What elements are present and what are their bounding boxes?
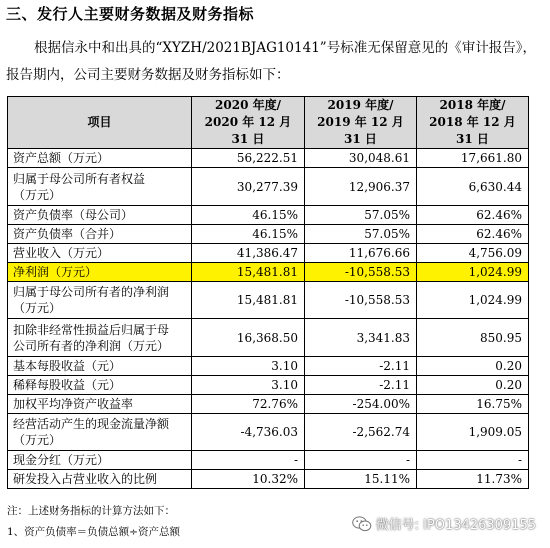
table-row [8,149,529,168]
col-header-2019: 2019 年度/ 2019 年 12 月 31 日 [305,97,417,149]
row-value-2019: - [305,451,417,470]
row-label: 扣除非经常性损益后归属于母 公司所有者的净利润（万元） [8,319,192,357]
table-row [8,376,529,395]
row-value-2020: 72.76% [192,395,305,414]
row-value-2018: 11.73% [417,470,529,489]
row-value-2018: 1,024.99 [417,263,529,282]
table-row [8,451,529,470]
table-header-row [8,97,529,149]
row-value-2020: 15,481.81 [192,263,305,282]
table-row [8,282,529,319]
col-header-2018: 2018 年度/ 2018 年 12 月 31 日 [417,97,529,149]
row-value-2018: 0.20 [417,376,529,395]
col-header-item: 项目 [8,97,192,149]
row-value-2020: 30,277.39 [192,168,305,206]
row-value-2019: -10,558.53 [305,263,417,282]
row-value-2020: 16,368.50 [192,319,305,357]
intro-paragraph: 根据信永中和出具的“XYZH/2021BJAG10141”号标准无保留意见的《审计报告》， [34,40,536,56]
row-value-2019: 57.05% [305,225,417,244]
row-value-2019: -2,562.74 [305,414,417,451]
table-row [8,206,529,225]
row-value-2020: -4,736.03 [192,414,305,451]
row-value-2018: 1,909.05 [417,414,529,451]
row-label: 资产负债率（合并） [8,225,192,244]
row-value-2020: 3.10 [192,357,305,376]
wechat-icon [352,516,372,532]
row-label: 资产负债率（母公司） [8,206,192,225]
footnote-item-1: 1、资产负债率＝负债总额÷资产总额 [7,526,180,538]
row-value-2019: 11,676.66 [305,244,417,263]
row-value-2020: 46.15% [192,206,305,225]
row-label: 研发投入占营业收入的比例 [8,470,192,489]
table-row [8,319,529,357]
col-header-2020: 2020 年度/ 2020 年 12 月 31 日 [192,97,305,149]
intro-paragraph-2: 报告期内，公司主要财务数据及财务指标如下： [6,67,290,83]
row-value-2019: -10,558.53 [305,282,417,319]
row-value-2018: 16.75% [417,395,529,414]
row-value-2020: 41,386.47 [192,244,305,263]
table-row [8,263,529,282]
table-row [8,470,529,489]
row-value-2020: 15,481.81 [192,282,305,319]
row-label: 营业收入（万元） [8,244,192,263]
row-value-2019: -254.00% [305,395,417,414]
table-row [8,395,529,414]
financial-data-table [7,96,529,489]
row-value-2018: 0.20 [417,357,529,376]
row-value-2018: 62.46% [417,206,529,225]
row-value-2018: 62.46% [417,225,529,244]
row-value-2018: 1,024.99 [417,282,529,319]
row-label: 基本每股收益（元） [8,357,192,376]
row-value-2018: 17,661.80 [417,149,529,168]
row-value-2018: 6,630.44 [417,168,529,206]
row-label: 净利润（万元） [8,263,192,282]
table-row [8,357,529,376]
row-value-2018: 850.95 [417,319,529,357]
row-label: 现金分红（万元） [8,451,192,470]
row-value-2018: - [417,451,529,470]
row-value-2019: 3,341.83 [305,319,417,357]
row-label: 稀释每股收益（元） [8,376,192,395]
row-value-2019: -2.11 [305,376,417,395]
row-value-2019: -2.11 [305,357,417,376]
row-value-2020: 46.15% [192,225,305,244]
row-value-2019: 12,906.37 [305,168,417,206]
table-row [8,225,529,244]
table-row [8,168,529,206]
row-value-2019: 15.11% [305,470,417,489]
row-value-2020: 56,222.51 [192,149,305,168]
table-row [8,414,529,451]
row-label: 归属于母公司所有者权益 （万元） [8,168,192,206]
watermark [352,514,536,533]
footnote-title: 注：上述财务指标的计算方法如下： [7,505,175,517]
row-value-2020: 3.10 [192,376,305,395]
row-label: 加权平均净资产收益率 [8,395,192,414]
row-value-2019: 57.05% [305,206,417,225]
row-label: 资产总额（万元） [8,149,192,168]
table-row [8,244,529,263]
row-label: 经营活动产生的现金流量净额 （万元） [8,414,192,451]
row-value-2020: - [192,451,305,470]
row-label: 归属于母公司所有者的净利润 （万元） [8,282,192,319]
row-value-2020: 10.32% [192,470,305,489]
section-heading: 三、发行人主要财务数据及财务指标 [6,5,255,23]
watermark-text: 微信号: IPO13426309155 [375,518,536,533]
row-value-2018: 4,756.09 [417,244,529,263]
row-value-2019: 30,048.61 [305,149,417,168]
